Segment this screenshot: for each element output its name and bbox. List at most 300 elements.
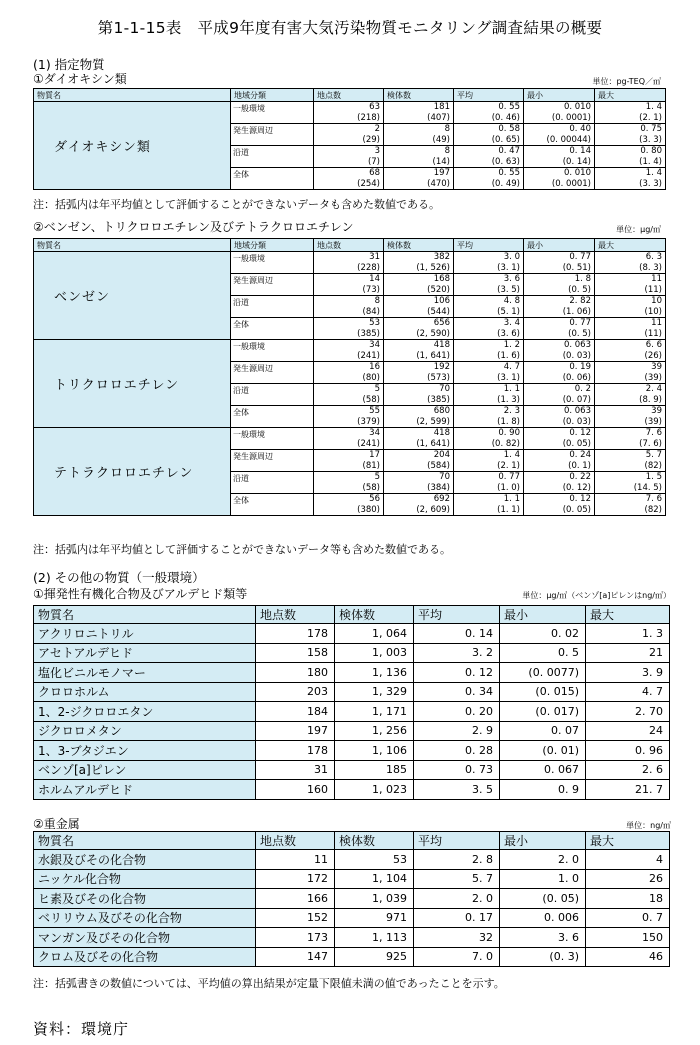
annual-value: 680 bbox=[433, 406, 450, 416]
all-data-value: (49) bbox=[432, 134, 450, 145]
area-category: 発生源周辺 bbox=[231, 362, 314, 384]
all-data-value: (1, 526) bbox=[416, 262, 450, 273]
value-cell: 150 bbox=[586, 928, 670, 948]
substance-name: 1、3-ブタジエン bbox=[34, 741, 256, 761]
value-cell bbox=[314, 102, 384, 124]
substance-name: ベンゾ[a]ピレン bbox=[34, 760, 256, 780]
annual-value: 1. 1 bbox=[503, 494, 520, 504]
column-header: 最小 bbox=[524, 239, 595, 252]
all-data-value: (385) bbox=[357, 328, 380, 339]
area-category: 発生源周辺 bbox=[231, 450, 314, 472]
all-data-value: (26) bbox=[644, 350, 662, 361]
substance-name: ニッケル化合物 bbox=[34, 869, 256, 889]
value-cell: 185 bbox=[335, 760, 414, 780]
value-cell bbox=[595, 318, 666, 340]
substance-name: アセトアルデヒド bbox=[34, 643, 256, 663]
all-data-value: (407) bbox=[427, 112, 450, 123]
value-cell bbox=[314, 168, 384, 190]
table-row bbox=[34, 340, 666, 362]
column-header: 平均 bbox=[414, 606, 500, 624]
value-cell: (0. 05) bbox=[500, 889, 586, 909]
all-data-value: (84) bbox=[362, 306, 380, 317]
all-data-value: (2, 609) bbox=[416, 504, 450, 515]
annual-value: 0. 12 bbox=[569, 428, 591, 438]
document-title: 第1-1-15表 平成9年度有害大気汚染物質モニタリング調査結果の概要 bbox=[97, 19, 603, 37]
all-data-value: (2. 1) bbox=[639, 112, 662, 123]
value-cell bbox=[595, 494, 666, 516]
value-cell: 0. 14 bbox=[414, 624, 500, 644]
value-cell: 0. 02 bbox=[500, 624, 586, 644]
value-cell: 0. 006 bbox=[500, 908, 586, 928]
table-row bbox=[34, 428, 666, 450]
all-data-value: (39) bbox=[644, 372, 662, 383]
annual-value: 0. 55 bbox=[498, 168, 520, 178]
value-cell bbox=[595, 146, 666, 168]
voc-table bbox=[33, 238, 666, 516]
all-data-value: (379) bbox=[357, 416, 380, 427]
annual-value: 7. 6 bbox=[645, 494, 662, 504]
value-cell: 2. 0 bbox=[500, 850, 586, 870]
all-data-value: (0. 03) bbox=[562, 416, 591, 427]
value-cell bbox=[524, 340, 595, 362]
substance-name: ダイオキシン類 bbox=[34, 102, 231, 190]
value-cell: 46 bbox=[586, 947, 670, 967]
organic-table bbox=[33, 605, 670, 800]
all-data-value: (80) bbox=[362, 372, 380, 383]
annual-value: 197 bbox=[433, 168, 450, 178]
column-header: 地点数 bbox=[256, 606, 335, 624]
all-data-value: (8. 9) bbox=[639, 394, 662, 405]
value-cell: 0. 067 bbox=[500, 760, 586, 780]
value-cell: 178 bbox=[256, 624, 335, 644]
annual-value: 70 bbox=[439, 472, 450, 482]
all-data-value: (1. 4) bbox=[639, 156, 662, 167]
all-data-value: (385) bbox=[427, 394, 450, 405]
all-data-value: (1, 641) bbox=[416, 350, 450, 361]
annual-value: 0. 14 bbox=[569, 146, 591, 156]
value-cell bbox=[595, 428, 666, 450]
value-cell bbox=[524, 494, 595, 516]
value-cell: (0. 015) bbox=[500, 682, 586, 702]
all-data-value: (0. 5) bbox=[568, 328, 591, 339]
value-cell: 180 bbox=[256, 663, 335, 683]
value-cell: 0. 28 bbox=[414, 741, 500, 761]
value-cell: 21. 7 bbox=[586, 780, 670, 800]
column-header: 最大 bbox=[586, 832, 670, 850]
area-category: 全体 bbox=[231, 494, 314, 516]
all-data-value: (0. 51) bbox=[562, 262, 591, 273]
value-cell: 0. 20 bbox=[414, 702, 500, 722]
value-cell bbox=[595, 450, 666, 472]
annual-value: 0. 55 bbox=[498, 102, 520, 112]
value-cell: 172 bbox=[256, 869, 335, 889]
value-cell bbox=[314, 274, 384, 296]
column-header: 物質名 bbox=[34, 89, 231, 102]
value-cell: 152 bbox=[256, 908, 335, 928]
all-data-value: (1. 8) bbox=[497, 416, 520, 427]
all-data-value: (0. 5) bbox=[568, 284, 591, 295]
annual-value: 1. 4 bbox=[503, 450, 520, 460]
annual-value: 656 bbox=[433, 318, 450, 328]
table-row bbox=[34, 252, 666, 274]
annual-value: 192 bbox=[433, 362, 450, 372]
value-cell: 158 bbox=[256, 643, 335, 663]
all-data-value: (3. 3) bbox=[639, 134, 662, 145]
annual-value: 382 bbox=[433, 252, 450, 262]
all-data-value: (2, 599) bbox=[416, 416, 450, 427]
column-header: 平均 bbox=[454, 239, 524, 252]
annual-value: 0. 77 bbox=[569, 318, 591, 328]
value-cell bbox=[384, 296, 454, 318]
value-cell: 178 bbox=[256, 741, 335, 761]
table-row bbox=[34, 908, 670, 928]
area-category: 一般環境 bbox=[231, 340, 314, 362]
area-category: 発生源周辺 bbox=[231, 124, 314, 146]
table-row bbox=[34, 780, 670, 800]
value-cell bbox=[384, 168, 454, 190]
voc-unit: 単位：μg/㎥ bbox=[616, 225, 661, 234]
column-header: 平均 bbox=[414, 832, 500, 850]
annual-value: 0. 2 bbox=[574, 384, 591, 394]
value-cell bbox=[524, 450, 595, 472]
value-cell: (0. 017) bbox=[500, 702, 586, 722]
value-cell: 2. 6 bbox=[586, 760, 670, 780]
value-cell bbox=[595, 362, 666, 384]
value-cell bbox=[314, 428, 384, 450]
table-row bbox=[34, 741, 670, 761]
annual-value: 6. 6 bbox=[645, 340, 662, 350]
substance-name: マンガン及びその化合物 bbox=[34, 928, 256, 948]
value-cell: 0. 07 bbox=[500, 721, 586, 741]
metals-note: 注：括弧書きの数値については、平均値の算出結果が定量下限値未満の値であったことを示す。 bbox=[33, 977, 505, 990]
value-cell: 1, 113 bbox=[335, 928, 414, 948]
table-row bbox=[34, 889, 670, 909]
value-cell: 11 bbox=[256, 850, 335, 870]
value-cell: 2. 70 bbox=[586, 702, 670, 722]
substance-name: 塩化ビニルモノマー bbox=[34, 663, 256, 683]
value-cell: 1, 329 bbox=[335, 682, 414, 702]
all-data-value: (1. 0) bbox=[497, 482, 520, 493]
column-header: 検体数 bbox=[335, 606, 414, 624]
annual-value: 7. 6 bbox=[645, 428, 662, 438]
value-cell bbox=[524, 274, 595, 296]
all-data-value: (14) bbox=[432, 156, 450, 167]
value-cell bbox=[454, 406, 524, 428]
value-cell bbox=[595, 102, 666, 124]
column-header: 最小 bbox=[500, 606, 586, 624]
column-header: 最小 bbox=[500, 832, 586, 850]
area-category: 全体 bbox=[231, 318, 314, 340]
value-cell bbox=[314, 494, 384, 516]
value-cell bbox=[524, 318, 595, 340]
all-data-value: (520) bbox=[427, 284, 450, 295]
annual-value: 0. 75 bbox=[640, 124, 662, 134]
substance-name: ヒ素及びその化合物 bbox=[34, 889, 256, 909]
value-cell: 173 bbox=[256, 928, 335, 948]
annual-value: 0. 22 bbox=[569, 472, 591, 482]
value-cell bbox=[524, 168, 595, 190]
value-cell: 0. 34 bbox=[414, 682, 500, 702]
metals-subheading: ②重金属 bbox=[33, 817, 80, 831]
area-category: 全体 bbox=[231, 168, 314, 190]
value-cell bbox=[524, 102, 595, 124]
value-cell: (0. 01) bbox=[500, 741, 586, 761]
all-data-value: (241) bbox=[357, 350, 380, 361]
annual-value: 0. 010 bbox=[563, 102, 591, 112]
value-cell: 3. 6 bbox=[500, 928, 586, 948]
substance-name: ホルムアルデヒド bbox=[34, 780, 256, 800]
table-row bbox=[34, 682, 670, 702]
all-data-value: (0. 46) bbox=[491, 112, 520, 123]
all-data-value: (39) bbox=[644, 416, 662, 427]
annual-value: 0. 80 bbox=[640, 146, 662, 156]
all-data-value: (82) bbox=[644, 504, 662, 515]
value-cell bbox=[384, 428, 454, 450]
annual-value: 16 bbox=[369, 362, 380, 372]
annual-value: 8 bbox=[444, 146, 450, 156]
value-cell: 1, 039 bbox=[335, 889, 414, 909]
section-1-heading: (1) 指定物質 bbox=[33, 57, 105, 72]
value-cell: 0. 9 bbox=[500, 780, 586, 800]
value-cell bbox=[384, 102, 454, 124]
value-cell: 0. 7 bbox=[586, 908, 670, 928]
all-data-value: (0. 0001) bbox=[551, 178, 591, 189]
annual-value: 4. 7 bbox=[503, 362, 520, 372]
value-cell bbox=[384, 124, 454, 146]
header-row bbox=[34, 89, 666, 102]
value-cell: 1, 104 bbox=[335, 869, 414, 889]
substance-name: クロム及びその化合物 bbox=[34, 947, 256, 967]
value-cell bbox=[454, 274, 524, 296]
annual-value: 5. 7 bbox=[645, 450, 662, 460]
all-data-value: (5. 1) bbox=[497, 306, 520, 317]
column-header: 地点数 bbox=[314, 89, 384, 102]
substance-name: テトラクロロエチレン bbox=[34, 428, 231, 516]
value-cell: 1, 171 bbox=[335, 702, 414, 722]
annual-value: 5 bbox=[374, 472, 380, 482]
all-data-value: (11) bbox=[644, 284, 662, 295]
value-cell: 21 bbox=[586, 643, 670, 663]
value-cell: (0. 3) bbox=[500, 947, 586, 967]
value-cell: 197 bbox=[256, 721, 335, 741]
annual-value: 0. 19 bbox=[569, 362, 591, 372]
table-row bbox=[34, 760, 670, 780]
all-data-value: (0. 12) bbox=[562, 482, 591, 493]
value-cell: 1, 256 bbox=[335, 721, 414, 741]
all-data-value: (11) bbox=[644, 328, 662, 339]
value-cell: 1, 064 bbox=[335, 624, 414, 644]
all-data-value: (14. 5) bbox=[633, 482, 662, 493]
substance-name: ジクロロメタン bbox=[34, 721, 256, 741]
value-cell bbox=[384, 362, 454, 384]
value-cell: 0. 96 bbox=[586, 741, 670, 761]
all-data-value: (2. 1) bbox=[497, 460, 520, 471]
all-data-value: (3. 5) bbox=[497, 284, 520, 295]
organic-subheading: ①揮発性有機化合物及びアルデヒド類等 bbox=[33, 587, 248, 601]
area-category: 全体 bbox=[231, 406, 314, 428]
value-cell: 7. 0 bbox=[414, 947, 500, 967]
all-data-value: (1. 6) bbox=[497, 350, 520, 361]
header-row bbox=[34, 239, 666, 252]
annual-value: 168 bbox=[433, 274, 450, 284]
header-row bbox=[34, 832, 670, 850]
table-row bbox=[34, 102, 666, 124]
all-data-value: (0. 14) bbox=[562, 156, 591, 167]
annual-value: 181 bbox=[433, 102, 450, 112]
column-header: 物質名 bbox=[34, 606, 256, 624]
value-cell bbox=[454, 340, 524, 362]
annual-value: 55 bbox=[369, 406, 380, 416]
all-data-value: (1, 641) bbox=[416, 438, 450, 449]
value-cell bbox=[454, 384, 524, 406]
all-data-value: (384) bbox=[427, 482, 450, 493]
annual-value: 31 bbox=[369, 252, 380, 262]
value-cell: 1, 136 bbox=[335, 663, 414, 683]
value-cell: 184 bbox=[256, 702, 335, 722]
annual-value: 3. 4 bbox=[503, 318, 520, 328]
substance-name: 水銀及びその化合物 bbox=[34, 850, 256, 870]
value-cell bbox=[384, 318, 454, 340]
all-data-value: (0. 05) bbox=[562, 504, 591, 515]
value-cell: 160 bbox=[256, 780, 335, 800]
annual-value: 63 bbox=[369, 102, 380, 112]
value-cell bbox=[384, 340, 454, 362]
column-header: 検体数 bbox=[335, 832, 414, 850]
value-cell: 1. 3 bbox=[586, 624, 670, 644]
metals-table bbox=[33, 831, 670, 967]
annual-value: 0. 58 bbox=[498, 124, 520, 134]
value-cell: 26 bbox=[586, 869, 670, 889]
all-data-value: (241) bbox=[357, 438, 380, 449]
annual-value: 0. 063 bbox=[563, 340, 591, 350]
annual-value: 34 bbox=[369, 340, 380, 350]
value-cell: 0. 12 bbox=[414, 663, 500, 683]
value-cell bbox=[595, 296, 666, 318]
table-row bbox=[34, 947, 670, 967]
column-header: 最大 bbox=[586, 606, 670, 624]
all-data-value: (584) bbox=[427, 460, 450, 471]
value-cell bbox=[314, 472, 384, 494]
value-cell bbox=[314, 362, 384, 384]
value-cell: 5. 7 bbox=[414, 869, 500, 889]
value-cell bbox=[454, 450, 524, 472]
table-row bbox=[34, 624, 670, 644]
table-row bbox=[34, 928, 670, 948]
substance-name: 1、2-ジクロロエタン bbox=[34, 702, 256, 722]
value-cell bbox=[524, 146, 595, 168]
annual-value: 0. 90 bbox=[498, 428, 520, 438]
column-header: 検体数 bbox=[384, 239, 454, 252]
area-category: 発生源周辺 bbox=[231, 274, 314, 296]
value-cell bbox=[524, 428, 595, 450]
annual-value: 53 bbox=[369, 318, 380, 328]
annual-value: 418 bbox=[433, 340, 450, 350]
all-data-value: (58) bbox=[362, 482, 380, 493]
all-data-value: (58) bbox=[362, 394, 380, 405]
value-cell bbox=[524, 362, 595, 384]
value-cell: 2. 8 bbox=[414, 850, 500, 870]
substance-name: アクリロニトリル bbox=[34, 624, 256, 644]
table-row bbox=[34, 721, 670, 741]
annual-value: 68 bbox=[369, 168, 380, 178]
value-cell bbox=[595, 472, 666, 494]
value-cell bbox=[454, 146, 524, 168]
area-category: 一般環境 bbox=[231, 102, 314, 124]
value-cell: 3. 2 bbox=[414, 643, 500, 663]
table-row bbox=[34, 850, 670, 870]
substance-name: ベンゼン bbox=[34, 252, 231, 340]
value-cell bbox=[384, 252, 454, 274]
value-cell: 1, 003 bbox=[335, 643, 414, 663]
annual-value: 34 bbox=[369, 428, 380, 438]
annual-value: 0. 063 bbox=[563, 406, 591, 416]
value-cell bbox=[595, 340, 666, 362]
value-cell bbox=[595, 384, 666, 406]
value-cell bbox=[524, 252, 595, 274]
value-cell bbox=[454, 124, 524, 146]
annual-value: 1. 5 bbox=[645, 472, 662, 482]
voc-subheading: ②ベンゼン、トリクロロエチレン及びテトラクロロエチレン bbox=[33, 220, 354, 234]
all-data-value: (0. 03) bbox=[562, 350, 591, 361]
area-category: 一般環境 bbox=[231, 252, 314, 274]
value-cell bbox=[384, 406, 454, 428]
annual-value: 0. 77 bbox=[569, 252, 591, 262]
value-cell: 4 bbox=[586, 850, 670, 870]
value-cell: 31 bbox=[256, 760, 335, 780]
value-cell: 18 bbox=[586, 889, 670, 909]
annual-value: 4. 8 bbox=[503, 296, 520, 306]
annual-value: 3. 0 bbox=[503, 252, 520, 262]
header-row bbox=[34, 606, 670, 624]
column-header: 地域分類 bbox=[231, 89, 314, 102]
annual-value: 0. 40 bbox=[569, 124, 591, 134]
value-cell: 203 bbox=[256, 682, 335, 702]
value-cell bbox=[454, 252, 524, 274]
value-cell: 3. 9 bbox=[586, 663, 670, 683]
annual-value: 10 bbox=[651, 296, 662, 306]
annual-value: 39 bbox=[651, 362, 662, 372]
all-data-value: (3. 1) bbox=[497, 262, 520, 273]
all-data-value: (228) bbox=[357, 262, 380, 273]
all-data-value: (8. 3) bbox=[639, 262, 662, 273]
value-cell: 24 bbox=[586, 721, 670, 741]
value-cell bbox=[454, 472, 524, 494]
annual-value: 418 bbox=[433, 428, 450, 438]
all-data-value: (7. 6) bbox=[639, 438, 662, 449]
substance-name: トリクロロエチレン bbox=[34, 340, 231, 428]
column-header: 平均 bbox=[454, 89, 524, 102]
all-data-value: (0. 1) bbox=[568, 460, 591, 471]
annual-value: 1. 4 bbox=[645, 168, 662, 178]
value-cell: 53 bbox=[335, 850, 414, 870]
value-cell bbox=[524, 472, 595, 494]
metals-unit: 単位：ng/㎥ bbox=[626, 821, 671, 830]
column-header: 物質名 bbox=[34, 239, 231, 252]
value-cell: 1, 023 bbox=[335, 780, 414, 800]
value-cell bbox=[314, 252, 384, 274]
value-cell bbox=[314, 450, 384, 472]
value-cell bbox=[454, 296, 524, 318]
value-cell bbox=[454, 168, 524, 190]
all-data-value: (1. 3) bbox=[497, 394, 520, 405]
area-category: 沿道 bbox=[231, 146, 314, 168]
all-data-value: (218) bbox=[357, 112, 380, 123]
all-data-value: (254) bbox=[357, 178, 380, 189]
annual-value: 14 bbox=[369, 274, 380, 284]
column-header: 最大 bbox=[595, 89, 666, 102]
value-cell bbox=[384, 450, 454, 472]
annual-value: 3 bbox=[374, 146, 380, 156]
